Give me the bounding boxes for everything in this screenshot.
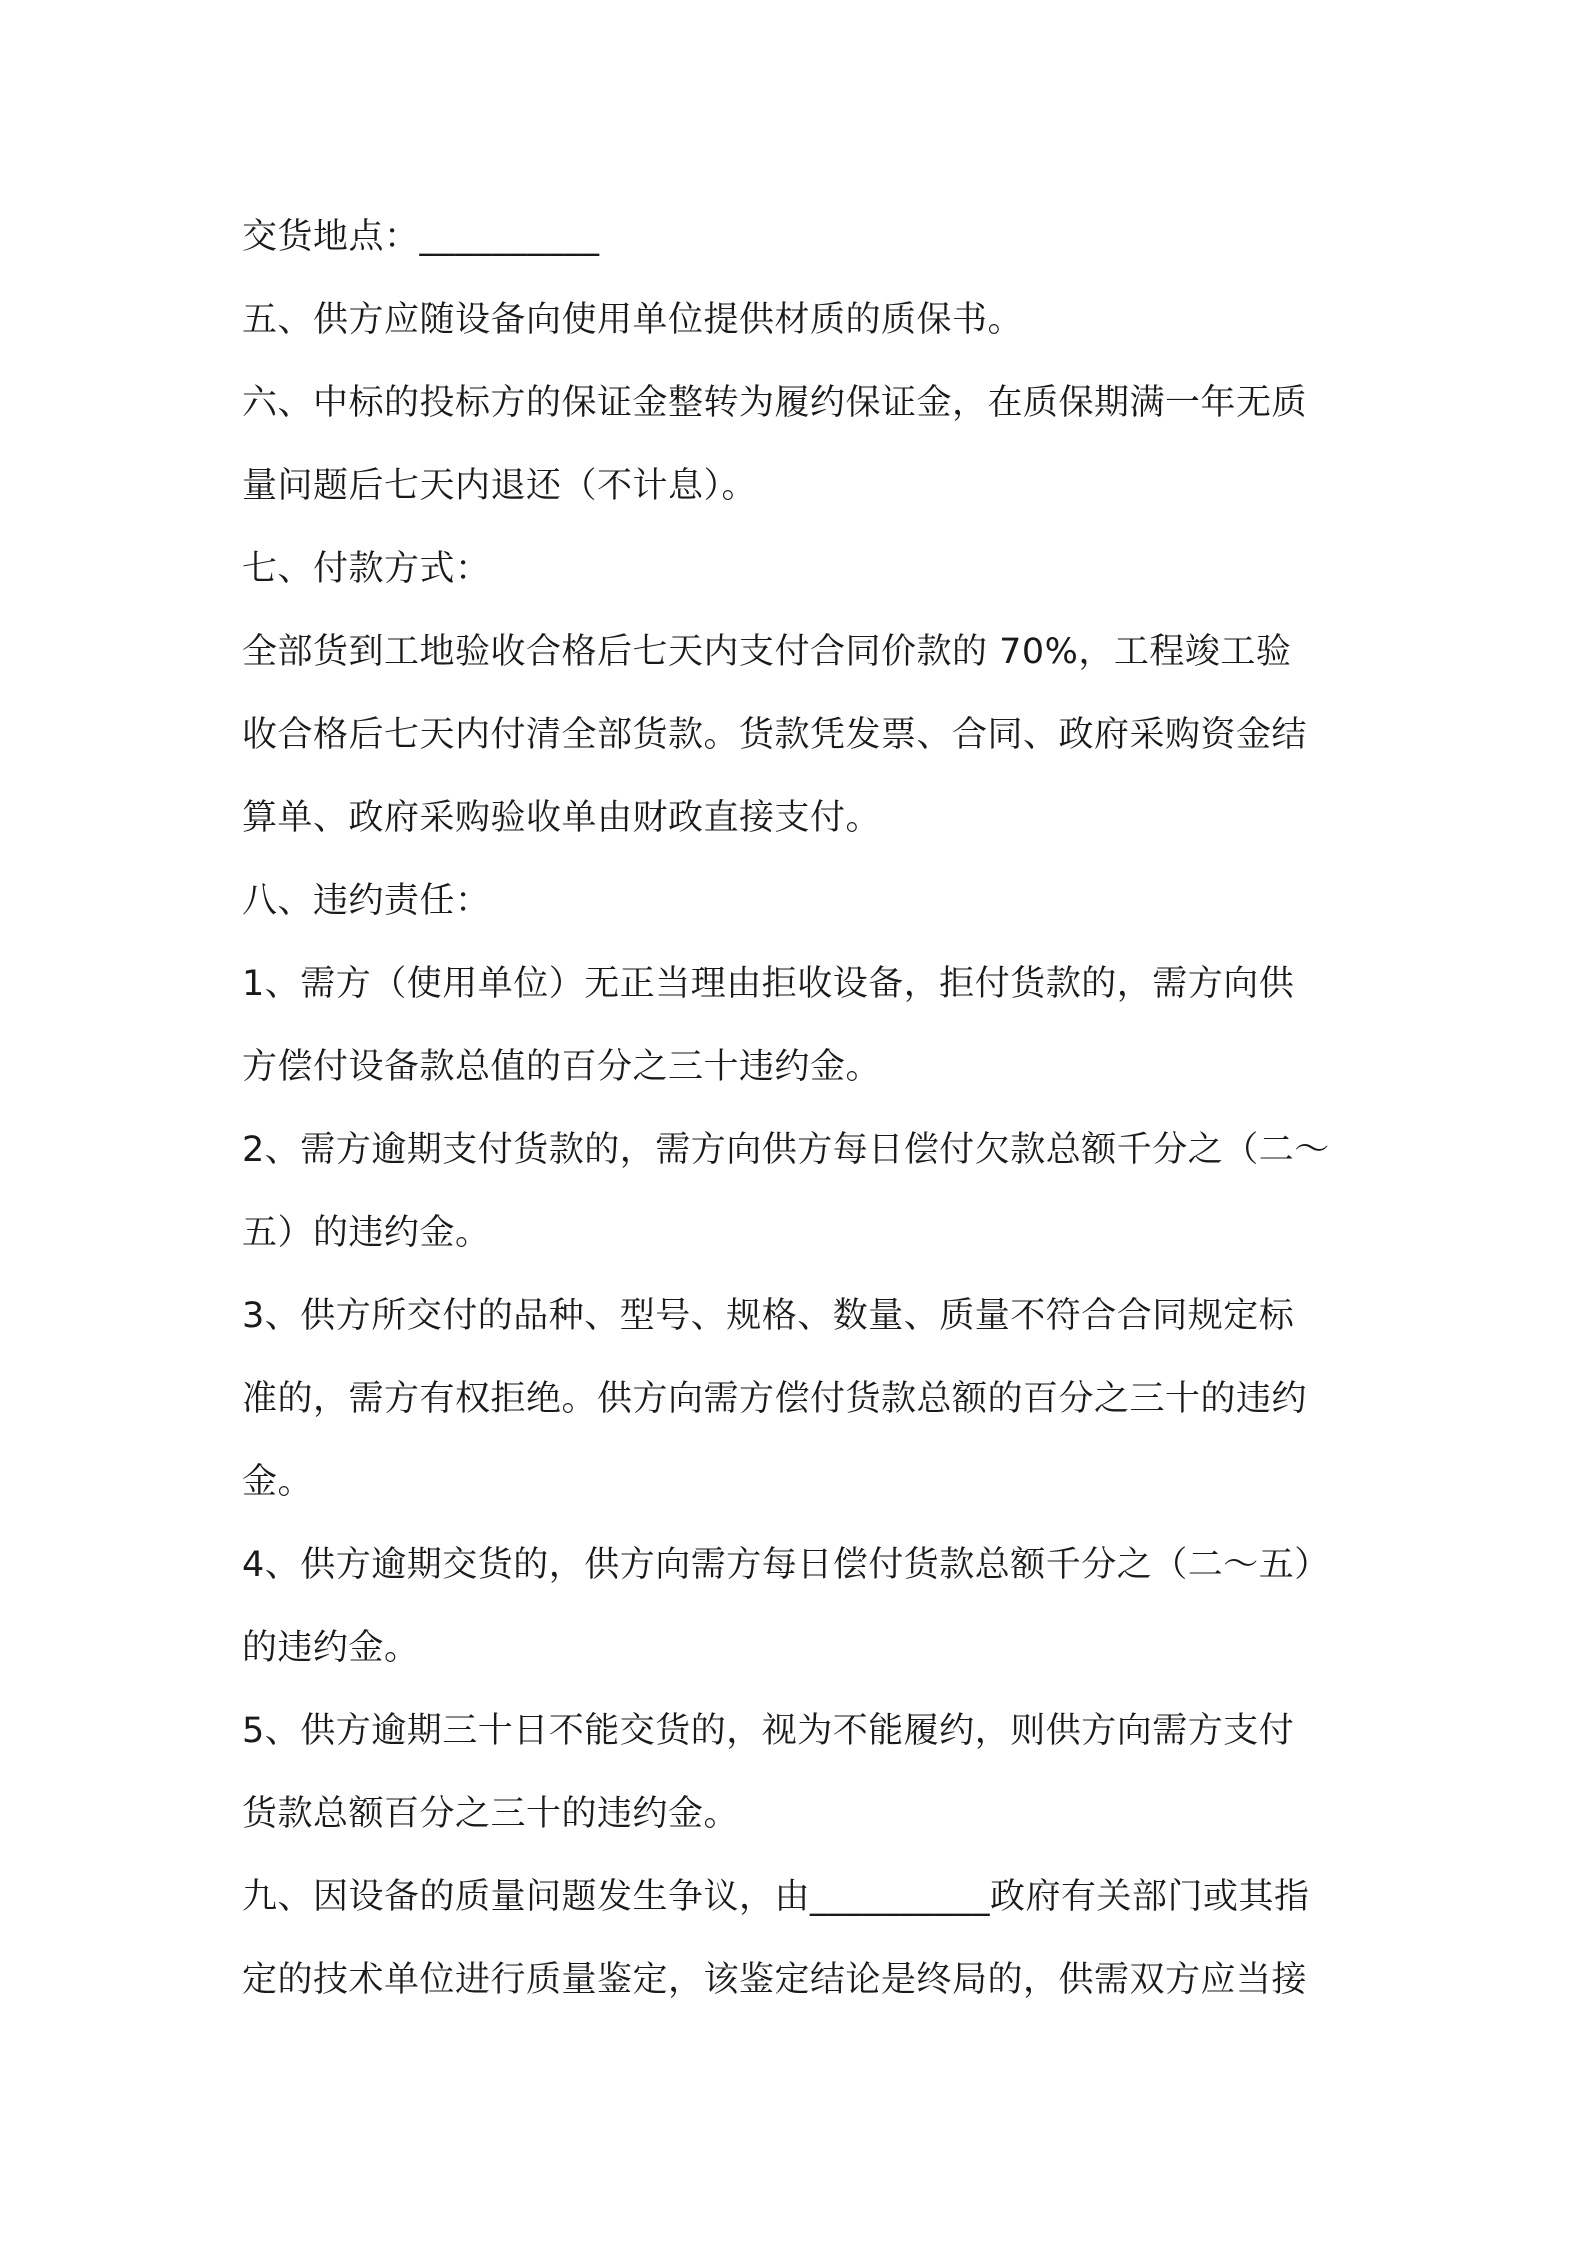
text-line: 4、供方逾期交货的，供方向需方每日偿付货款总额千分之（二～五） bbox=[242, 1545, 1330, 1585]
text-line: 算单、政府采购验收单由财政直接支付。 bbox=[242, 798, 882, 838]
text-line: 七、付款方式： bbox=[242, 549, 491, 589]
text-line: 3、供方所交付的品种、型号、规格、数量、质量不符合合同规定标 bbox=[242, 1296, 1295, 1336]
text-line: 八、违约责任： bbox=[242, 881, 491, 921]
text-line: 准的，需方有权拒绝。供方向需方偿付货款总额的百分之三十的违约 bbox=[242, 1379, 1308, 1419]
text-line: 定的技术单位进行质量鉴定，该鉴定结论是终局的，供需双方应当接 bbox=[242, 1960, 1308, 2000]
text-line: 交货地点：__________ bbox=[242, 217, 600, 257]
document-body bbox=[242, 196, 1362, 2022]
text-line: 金。 bbox=[242, 1462, 314, 1502]
text-line: 货款总额百分之三十的违约金。 bbox=[242, 1794, 740, 1834]
text-line: 收合格后七天内付清全部货款。货款凭发票、合同、政府采购资金结 bbox=[242, 715, 1308, 755]
text-line: 的违约金。 bbox=[242, 1628, 420, 1668]
text-line: 方偿付设备款总值的百分之三十违约金。 bbox=[242, 1047, 882, 1087]
text-line: 五、供方应随设备向使用单位提供材质的质保书。 bbox=[242, 300, 1024, 340]
text-line: 全部货到工地验收合格后七天内支付合同价款的 70%，工程竣工验 bbox=[242, 632, 1292, 672]
text-line: 5、供方逾期三十日不能交货的，视为不能履约，则供方向需方支付 bbox=[242, 1711, 1295, 1751]
text-line: 六、中标的投标方的保证金整转为履约保证金，在质保期满一年无质 bbox=[242, 383, 1308, 423]
text-line: 1、需方（使用单位）无正当理由拒收设备，拒付货款的，需方向供 bbox=[242, 964, 1295, 1004]
text-line: 九、因设备的质量问题发生争议，由__________政府有关部门或其指 bbox=[242, 1877, 1310, 1917]
text-line: 2、需方逾期支付货款的，需方向供方每日偿付欠款总额千分之（二～ bbox=[242, 1130, 1330, 1170]
text-line: 五）的违约金。 bbox=[242, 1213, 491, 1253]
text-line: 量问题后七天内退还（不计息）。 bbox=[242, 466, 758, 506]
